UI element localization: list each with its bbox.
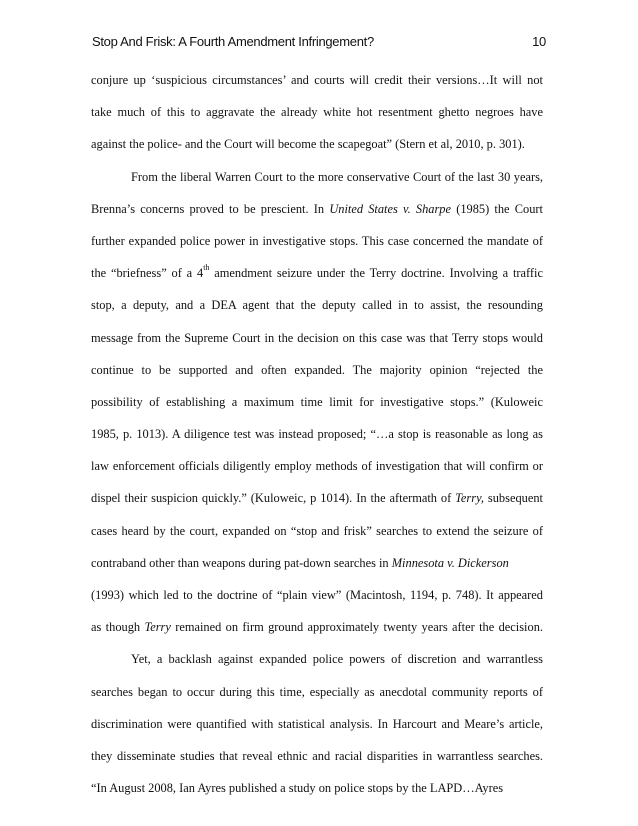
text-line: as though Terry remained on firm ground approximately twenty years after the decision.: [91, 620, 543, 635]
text-line: they disseminate studies that reveal ethnic and racial disparities in warrantless searches.: [91, 748, 543, 763]
text-line: searches began to occur during this time, especially as anecdotal community reports of: [91, 684, 543, 699]
text-line: stop, a deputy, and a DEA agent that the deputy called in to assist, the resounding: [91, 298, 543, 313]
case-citation: Minnesota v. Dickerson: [391, 555, 509, 570]
text-line: take much of this to aggravate the already white hot resentment ghetto negroes have: [91, 105, 543, 120]
text-line: against the police- and the Court will become the scapegoat” (Stern et al, 2010, p. 301).: [91, 137, 525, 152]
case-citation: Terry: [144, 620, 171, 635]
text-line: conjure up ‘suspicious circumstances’ and courts will credit their versions…It will not: [91, 73, 543, 87]
header-title: Stop And Frisk: A Fourth Amendment Infringement?: [92, 34, 374, 49]
running-header: [92, 34, 546, 54]
text-line: further expanded police power in investigative stops. This case concerned the mandate of: [91, 233, 543, 248]
text-line: Brenna’s concerns proved to be prescient. In United States v. Sharpe (1985) the Court: [91, 201, 543, 216]
text-line: cases heard by the court, expanded on “stop and frisk” searches to extend the seizure of: [91, 523, 543, 538]
text-line: possibility of establishing a maximum time limit for investigative stops.” (Kuloweic: [91, 394, 543, 409]
paragraph-first-line: From the liberal Warren Court to the more conservative Court of the last 30 years,: [131, 169, 543, 184]
case-citation: Terry,: [455, 491, 484, 506]
paragraph-first-line: Yet, a backlash against expanded police powers of discretion and warrantless: [131, 652, 543, 667]
text-line: law enforcement officials diligently employ methods of investigation that will confirm or: [91, 459, 543, 474]
text-line: “In August 2008, Ian Ayres published a study on police stops by the LAPD…Ayres: [91, 781, 504, 796]
text-line: continue to be supported and often expanded. The majority opinion “rejected the: [91, 362, 543, 377]
text-line: contraband other than weapons during pat-down searches in Minnesota v. Dickerson: [91, 555, 509, 570]
text-line: discrimination were quantified with statistical analysis. In Harcourt and Meare’s article,: [91, 716, 543, 731]
body-text: [91, 64, 543, 804]
text-line: the “briefness” of a 4th amendment seizure under the Terry doctrine. Involving a traffic: [91, 263, 543, 281]
text-line: (1993) which led to the doctrine of “plain view” (Macintosh, 1194, p. 748). It appeared: [91, 588, 543, 602]
text-line: message from the Supreme Court in the decision on this case was that Terry stops would: [91, 330, 543, 345]
page-number: 10: [532, 34, 546, 49]
text-line: dispel their suspicion quickly.” (Kuloweic, p 1014). In the aftermath of Terry, subsequent: [91, 491, 543, 506]
case-citation: United States v. Sharpe: [329, 201, 451, 216]
ordinal-superscript: th: [203, 263, 210, 272]
text-line: 1985, p. 1013). A diligence test was instead proposed; “…a stop is reasonable as long as: [91, 427, 543, 442]
